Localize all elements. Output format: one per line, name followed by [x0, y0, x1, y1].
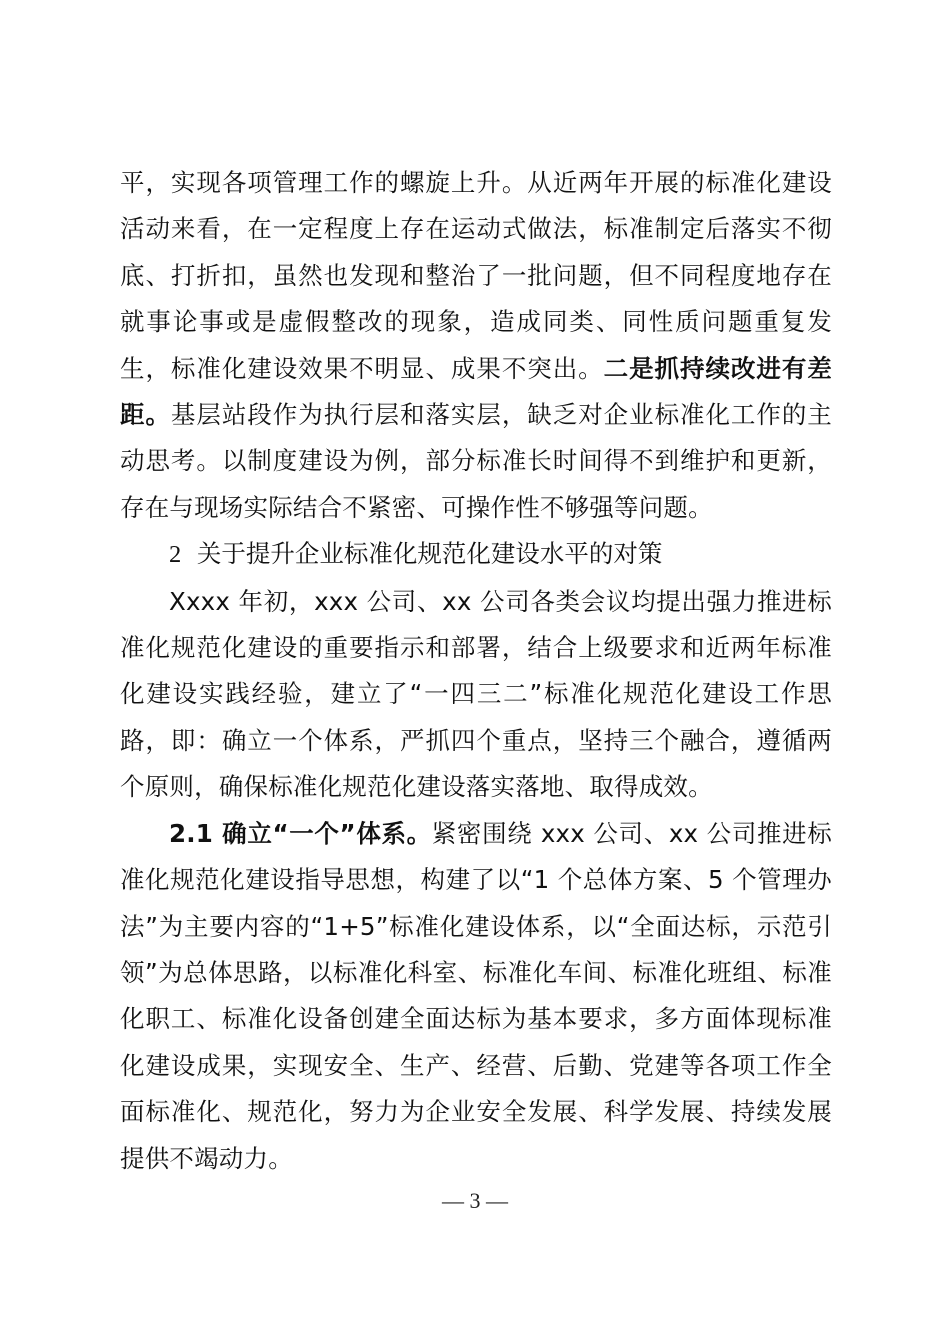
- paragraph-problems-text-a: 平，实现各项管理工作的螺旋上升。从近两年开展的标准化建设活动来看，在一定程度上存在运动式做法，标准制定后落实不彻底、打折扣，虽然也发现和整治了一批问题，但不同程度地存在就事论事或是虚假整改的现象，造成同类、同性质问题重复发生，标准化建设效果不明显、成果不突出。: [120, 168, 832, 383]
- page-number: — 3 —: [442, 1188, 508, 1213]
- paragraph-problems-text-b: 基层站段作为执行层和落实层，缺乏对企业标准化工作的主动思考。以制度建设为例，部分标准长时间得不到维护和更新，存在与现场实际结合不紧密、可操作性不够强等问题。: [120, 400, 832, 522]
- paragraph-problems: [120, 160, 832, 531]
- paragraph-section-2-1-text: 紧密围绕 xxx 公司、xx 公司推进标准化规范化建设指导思想，构建了以“1 个总体方案、5 个管理办法”为主要内容的“1+5”标准化建设体系，以“全面达标，示范引领”为总体思路，以标准化科室、标准化车间、标准化班组、标准化职工、标准化设备创建全面达标为基本要求，多方面体现标准化建设成果，实现安全、生产、经营、后勤、党建等各项工作全面标准化、规范化，努力为企业安全发展、科学发展、持续发展提供不竭动力。: [120, 818, 833, 1173]
- paragraph-section-2-1: [120, 811, 832, 1182]
- subsection-heading-2-1: 2.1 确立“一个”体系。: [169, 818, 432, 848]
- section-heading-number: 2: [169, 541, 182, 569]
- body-text: [120, 160, 832, 1182]
- paragraph-strategy-intro: [120, 579, 832, 811]
- section-heading-title: 关于提升企业标准化规范化建设水平的对策: [196, 539, 663, 569]
- paragraph-problems-bold-point: 二是抓持续改进有差距。: [120, 353, 832, 430]
- section-heading-2: [120, 531, 832, 578]
- paragraph-strategy-intro-text: Xxxx 年初，xxx 公司、xx 公司各类会议均提出强力推进标准化规范化建设的重要指示和部署，结合上级要求和近两年标准化建设实践经验，建立了“一四三二”标准化规范化建设工作思路，即：确立一个体系，严抓四个重点，坚持三个融合，遵循两个原则，确保标准化规范化建设落实落地、取得成效。: [120, 586, 832, 802]
